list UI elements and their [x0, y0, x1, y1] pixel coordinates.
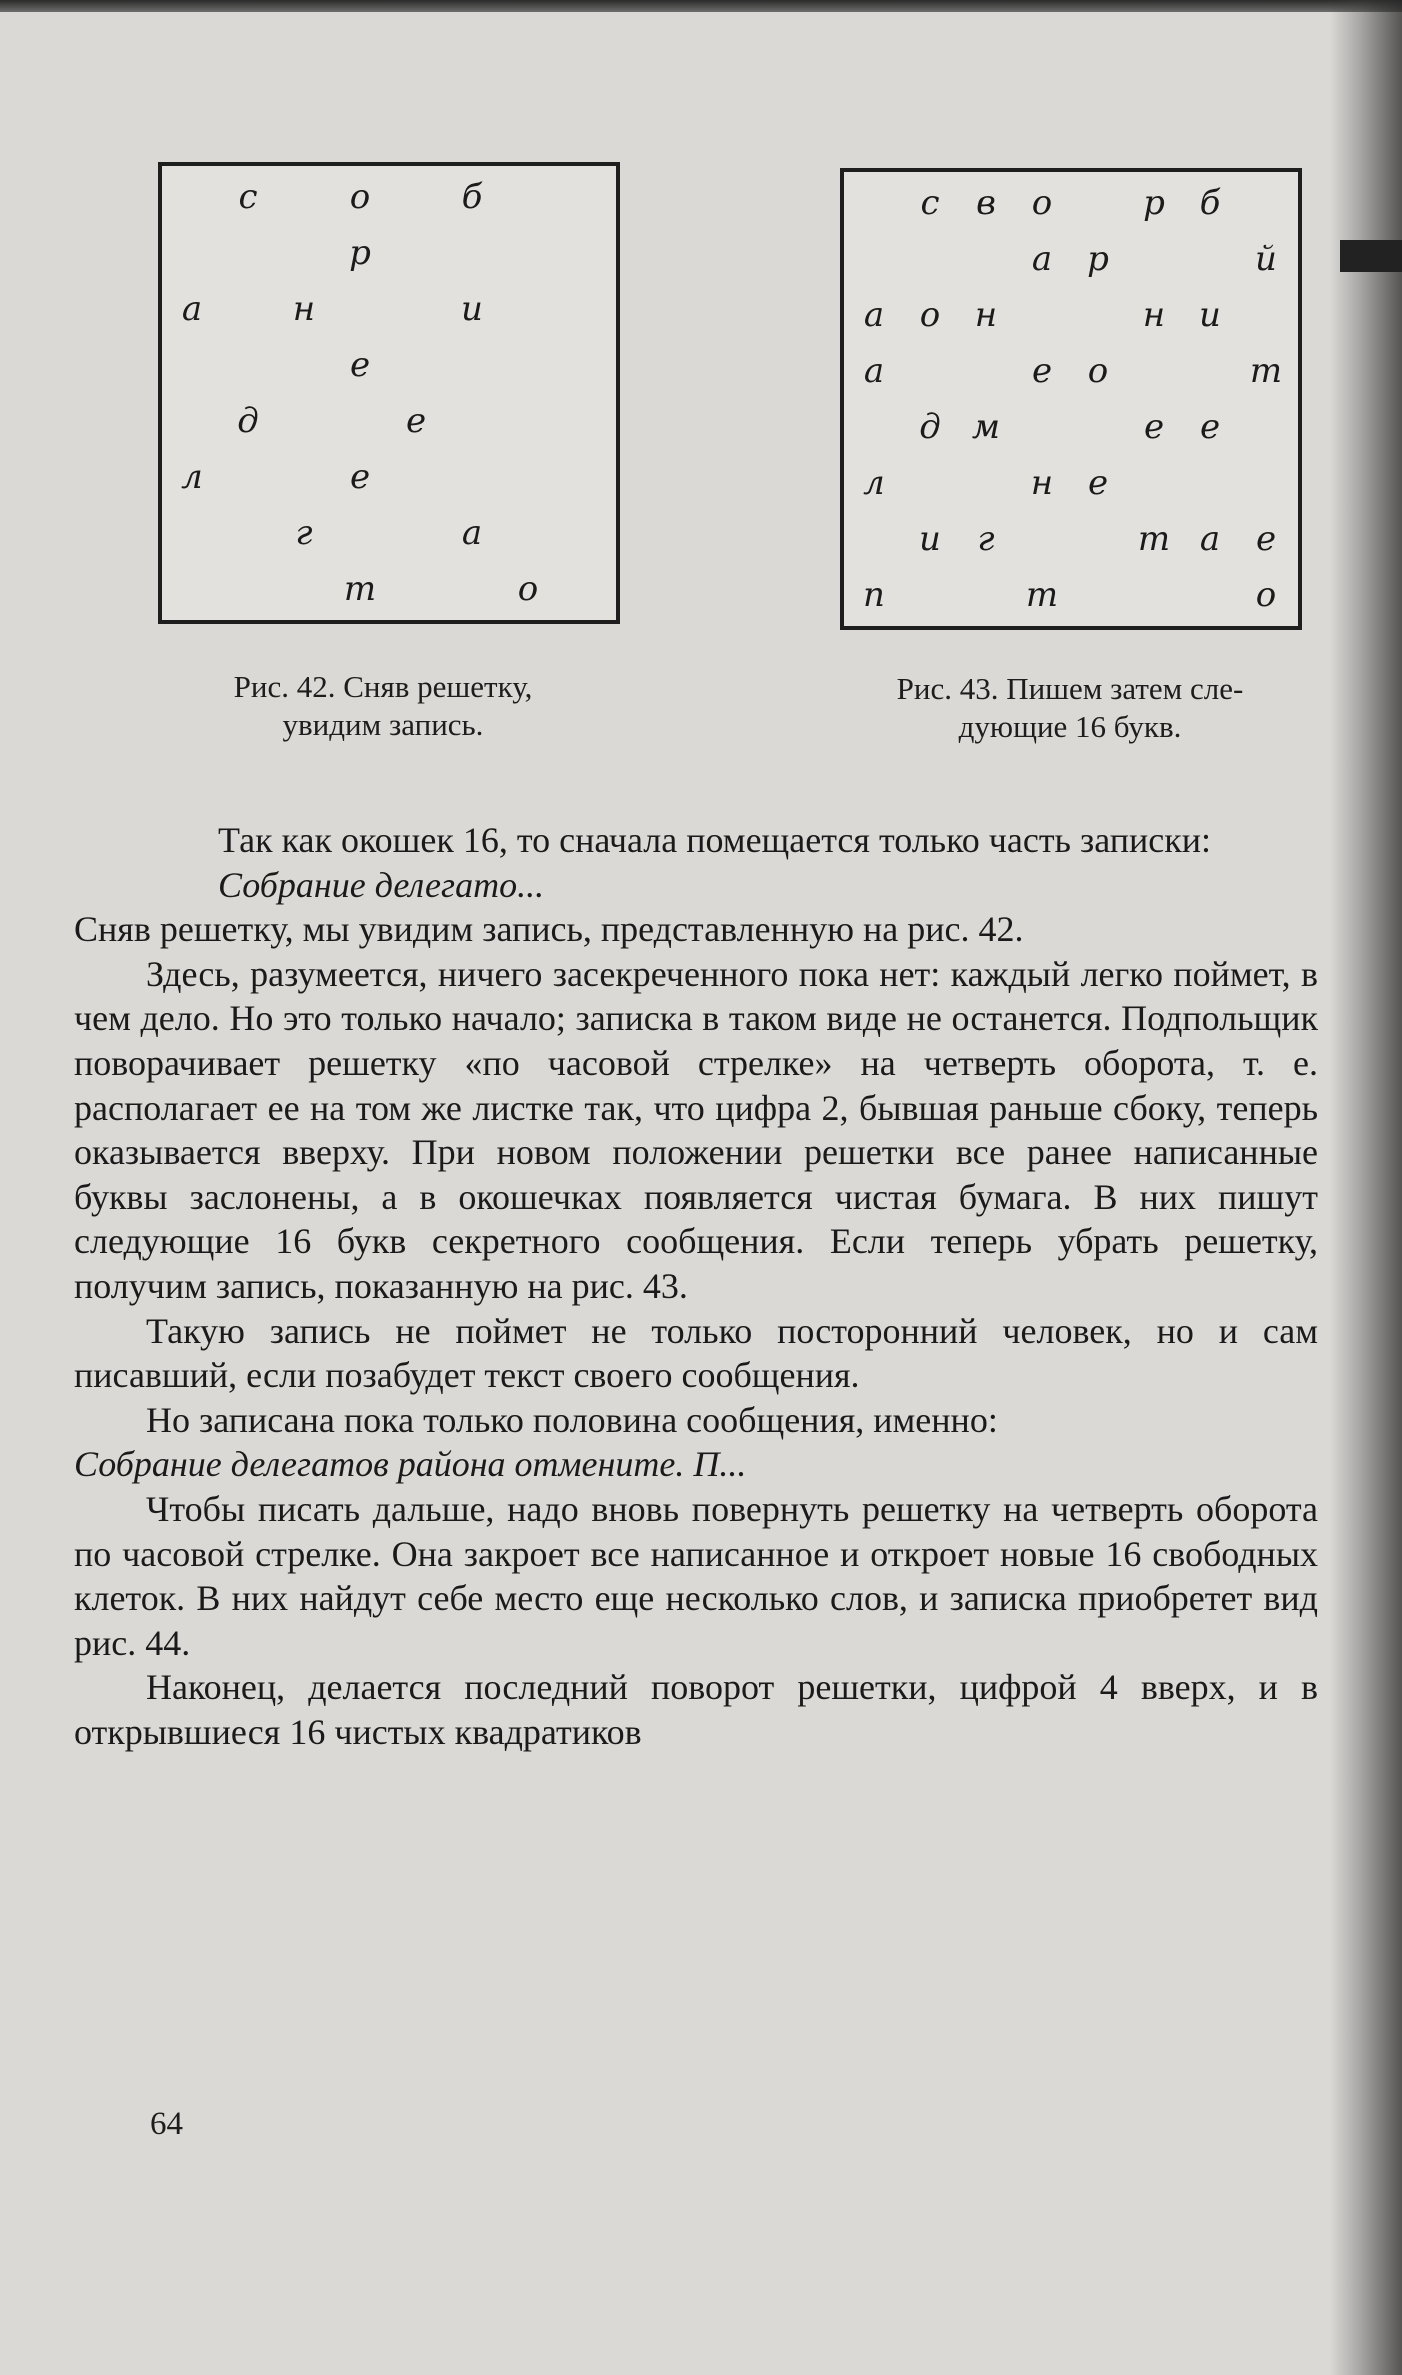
cipher-grid-43: [840, 168, 1302, 630]
grid-letter: е: [349, 345, 371, 385]
grid-letter: о: [517, 569, 539, 609]
grid-letter: т: [343, 569, 377, 609]
figure-42: [158, 162, 620, 624]
caption-line: Рис. 43. Пишем затем сле-: [896, 671, 1244, 706]
grid-letter: й: [1255, 239, 1277, 279]
grid-letter: е: [1199, 407, 1221, 447]
page-top-edge: [0, 0, 1402, 12]
grid-letter: р: [1143, 183, 1165, 223]
grid-letter: а: [1031, 239, 1053, 279]
quoted-message: Собрание делегато...: [218, 864, 545, 905]
grid-letter: а: [181, 289, 203, 329]
paragraph: Здесь, разумеется, ничего засекреченного пока нет: каждый легко поймет, в чем дело. Но это только начало; записка в таком виде не останется. Подпольщик поворачивает решетку «по часовой стрелке» на четверть оборота, т. е. располагает ее на том же листке так, что цифра 2, бывшая раньше сбоку, теперь оказывается вверху. При новом положении решетки все ранее написанные буквы заслонены, а в окошечках появляется чистая бумага. В них пишут следующие 16 букв секретного сообщения. Если теперь убрать решетку, получим запись, показанную на рис. 43.: [74, 953, 1318, 1306]
grid-letter: а: [863, 351, 885, 391]
cipher-grid-42: [158, 162, 620, 624]
quoted-message: Собрание делегатов района отмените. П...: [74, 1444, 747, 1485]
paragraph: Но записана пока только половина сообщения, именно:: [146, 1399, 998, 1440]
grid-letter: и: [1199, 295, 1221, 335]
grid-letter: р: [349, 233, 371, 273]
caption-line: Рис. 42. Сняв решетку,: [233, 669, 533, 704]
paragraph: Такую запись не поймет не только посторонний человек, но и сам писавший, если позабудет текст своего сообщения.: [74, 1310, 1318, 1396]
body-text: [74, 818, 1318, 1754]
grid-letter: н: [974, 295, 998, 335]
grid-letter: е: [405, 401, 427, 441]
grid-letter: л: [181, 457, 203, 497]
grid-letter: е: [1087, 463, 1109, 503]
grid-letter: е: [1143, 407, 1165, 447]
grid-letter: о: [1255, 575, 1277, 615]
grid-letter: н: [1030, 463, 1054, 503]
grid-letter: о: [1087, 351, 1109, 391]
grid-letter: а: [863, 295, 885, 335]
figure-42-caption: [148, 668, 618, 744]
grid-letter: в: [976, 183, 996, 223]
grid-letter: н: [1142, 295, 1166, 335]
grid-letter: и: [919, 519, 941, 559]
grid-letter: д: [237, 401, 259, 441]
grid-letter: о: [1031, 183, 1053, 223]
paragraph: Наконец, делается последний поворот решетки, цифрой 4 вверх, и в открывшиеся 16 чистых квадратиков: [74, 1667, 1318, 1752]
grid-letter: р: [1087, 239, 1109, 279]
page-edge-tab: [1340, 240, 1402, 272]
paragraph: Чтобы писать дальше, надо вновь повернуть решетку на четверть оборота по часовой стрелке. Она закроет все написанное и откроет новые 16 свободных клеток. В них найдут себе место еще несколько слов, и записка приобретет вид рис. 44.: [74, 1488, 1318, 1663]
paragraph: Сняв решетку, мы увидим запись, представленную на рис. 42.: [74, 909, 1024, 950]
grid-letter: е: [1031, 351, 1053, 391]
grid-letter: б: [1199, 183, 1221, 223]
grid-letter: б: [461, 177, 483, 217]
grid-letter: с: [920, 183, 940, 223]
grid-letter: д: [919, 407, 941, 447]
grid-letter: с: [238, 177, 258, 217]
grid-letter: н: [292, 289, 316, 329]
grid-letter: м: [971, 407, 1001, 447]
caption-line: увидим запись.: [282, 707, 484, 742]
grid-letter: е: [1255, 519, 1277, 559]
grid-letter: е: [349, 457, 371, 497]
grid-letter: г: [295, 513, 313, 553]
book-gutter-shadow: [1330, 0, 1402, 2375]
page-number: 64: [150, 2106, 183, 2142]
figure-43: [840, 168, 1302, 630]
figure-43-caption: [830, 670, 1310, 746]
grid-letter: г: [977, 519, 995, 559]
grid-letter: т: [1249, 351, 1283, 391]
grid-letter: о: [349, 177, 371, 217]
grid-letter: т: [1025, 575, 1059, 615]
grid-letter: а: [461, 513, 483, 553]
grid-letter: о: [919, 295, 941, 335]
grid-letter: л: [863, 463, 885, 503]
grid-letter: п: [863, 575, 885, 615]
grid-letter: и: [461, 289, 483, 329]
paragraph: Так как окошек 16, то сначала помещается только часть записки:: [218, 820, 1211, 860]
grid-letter: а: [1199, 519, 1221, 559]
grid-letter: т: [1137, 519, 1171, 559]
caption-line: дующие 16 букв.: [958, 709, 1182, 744]
